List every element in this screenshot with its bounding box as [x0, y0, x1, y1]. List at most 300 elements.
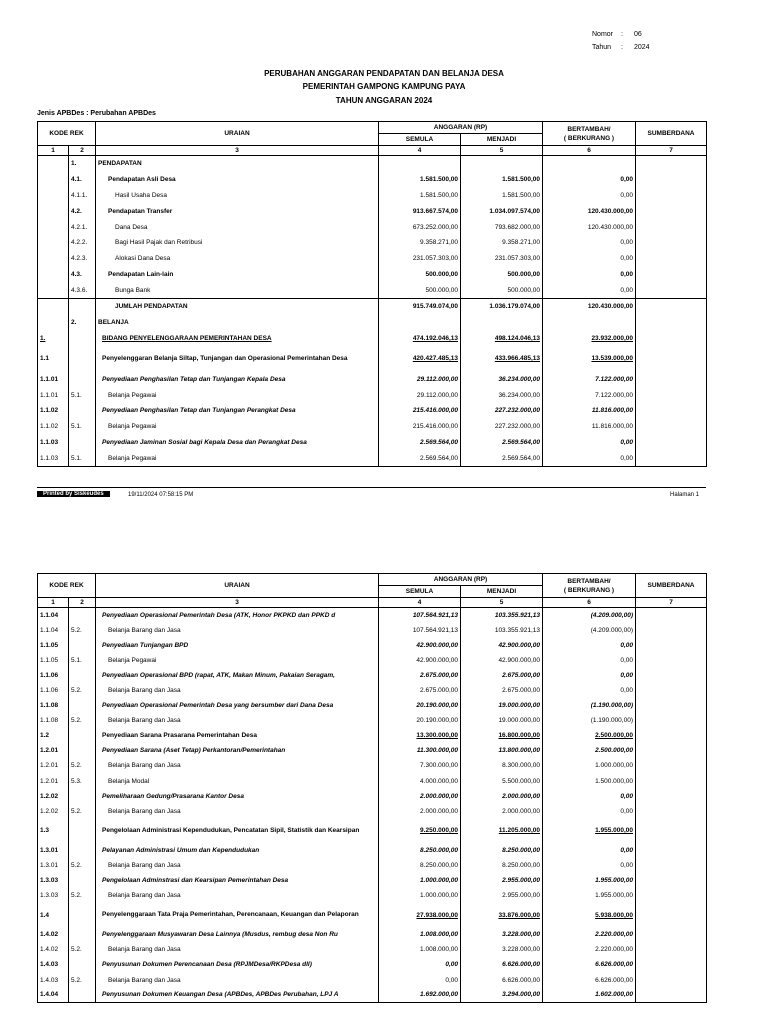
semula-cell: 2.675.000,00	[379, 668, 461, 683]
col-num-5: 5	[461, 146, 543, 156]
kode-rekening-cell: 5.3.	[69, 774, 96, 789]
semula-cell: 215.416.000,00	[379, 403, 461, 419]
kode-rekening-cell: 5.2.	[69, 858, 96, 873]
kode-rekening-cell: 4.2.2.	[69, 235, 96, 251]
menjadi-cell: 19.000.000,00	[461, 698, 543, 713]
table-row	[38, 988, 707, 1003]
table-row	[38, 804, 707, 819]
uraian-cell: Penyediaan Penghasilan Tetap dan Tunjangan Kepala Desa	[96, 371, 379, 387]
kode-bidang-cell: 1.1.04	[38, 623, 69, 638]
sumberdana-cell	[636, 728, 707, 743]
col-num-3: 3	[96, 146, 379, 156]
semula-cell: 8.250.000,00	[379, 858, 461, 873]
kode-bidang-cell	[38, 203, 69, 219]
sumberdana-cell	[636, 819, 707, 843]
uraian-cell: Belanja Pegawai	[96, 419, 379, 435]
kode-rekening-cell: 5.1.	[69, 451, 96, 467]
kode-bidang-cell: 1.3.01	[38, 843, 69, 858]
kode-rekening-cell	[69, 957, 96, 972]
selisih-cell: 1.955.000,00	[543, 888, 636, 903]
kode-bidang-cell: 1.1.06	[38, 683, 69, 698]
kode-bidang-cell	[38, 299, 69, 315]
uraian-cell: Penyediaan Operasional BPD (rapat, ATK, Makan Minum, Pakaian Seragam,	[96, 668, 379, 683]
semula-cell: 673.252.000,00	[379, 219, 461, 235]
uraian-cell: Penyelenggaraan Tata Praja Pemerintahan, Perencanaan, Keuangan dan Pelaporan	[96, 903, 379, 927]
table-row	[38, 758, 707, 773]
selisih-cell: 0,00	[543, 789, 636, 804]
sumberdana-cell	[636, 235, 707, 251]
uraian-cell: Penyelenggaran Belanja Siltap, Tunjangan dan Operasional Pemerintahan Desa	[96, 346, 379, 371]
kode-rekening-cell	[69, 903, 96, 927]
kode-bidang-cell: 1.1.02	[38, 419, 69, 435]
col-num-7: 7	[636, 598, 707, 608]
uraian-cell: Belanja Barang dan Jasa	[96, 713, 379, 728]
selisih-cell: 0,00	[543, 283, 636, 299]
uraian-cell: BELANJA	[96, 314, 379, 330]
selisih-cell: 5.938.000,00	[543, 903, 636, 927]
semula-cell: 500.000,00	[379, 283, 461, 299]
selisih-cell: 0,00	[543, 668, 636, 683]
sumberdana-cell	[636, 698, 707, 713]
table-row	[38, 608, 707, 623]
selisih-cell: 1.500.000,00	[543, 774, 636, 789]
menjadi-cell: 227.232.000,00	[461, 419, 543, 435]
col-semula: SEMULA	[379, 586, 461, 598]
table-row	[38, 251, 707, 267]
selisih-cell: 0,00	[543, 251, 636, 267]
table-row	[38, 972, 707, 987]
tahun-value: 2024	[634, 44, 650, 51]
kode-rekening-cell	[69, 403, 96, 419]
kode-bidang-cell: 1.3	[38, 819, 69, 843]
nomor-label: Nomor	[592, 31, 614, 38]
semula-cell: 913.667.574,00	[379, 203, 461, 219]
table-row	[38, 743, 707, 758]
selisih-cell: 120.430.000,00	[543, 219, 636, 235]
kode-bidang-cell: 1.1.05	[38, 638, 69, 653]
table-row	[38, 653, 707, 668]
menjadi-cell: 103.355.921,13	[461, 608, 543, 623]
menjadi-cell: 433.966.485,13	[461, 346, 543, 371]
selisih-cell: 120.430.000,00	[543, 203, 636, 219]
semula-cell: 20.190.000,00	[379, 698, 461, 713]
kode-rekening-cell: 4.2.	[69, 203, 96, 219]
menjadi-cell: 6.626.000,00	[461, 957, 543, 972]
uraian-cell: JUMLAH PENDAPATAN	[96, 299, 379, 315]
sumberdana-cell	[636, 873, 707, 888]
table-row	[38, 774, 707, 789]
kode-bidang-cell	[38, 171, 69, 187]
table-row	[38, 789, 707, 804]
kode-bidang-cell	[38, 314, 69, 330]
sumberdana-cell	[636, 858, 707, 873]
menjadi-cell: 103.355.921,13	[461, 623, 543, 638]
semula-cell: 215.416.000,00	[379, 419, 461, 435]
col-bertambah: BERTAMBAH/ ( BERKURANG )	[543, 574, 636, 598]
kode-rekening-cell: 4.3.	[69, 267, 96, 283]
sumberdana-cell	[636, 623, 707, 638]
kode-bidang-cell: 1.2.01	[38, 758, 69, 773]
sumberdana-cell	[636, 957, 707, 972]
table-row	[38, 713, 707, 728]
sumberdana-cell	[636, 888, 707, 903]
selisih-cell: 23.932.000,00	[543, 330, 636, 346]
kode-rekening-cell: 4.2.1.	[69, 219, 96, 235]
kode-bidang-cell	[38, 267, 69, 283]
kode-rekening-cell: 5.2.	[69, 942, 96, 957]
kode-bidang-cell	[38, 219, 69, 235]
sumberdana-cell	[636, 403, 707, 419]
sumberdana-cell	[636, 638, 707, 653]
uraian-cell: Belanja Barang dan Jasa	[96, 623, 379, 638]
semula-cell: 7.300.000,00	[379, 758, 461, 773]
kode-bidang-cell: 1.2.02	[38, 804, 69, 819]
kode-bidang-cell: 1.4.04	[38, 988, 69, 1003]
table-row	[38, 888, 707, 903]
menjadi-cell: 6.626.000,00	[461, 972, 543, 987]
kode-rekening-cell: 4.3.6.	[69, 283, 96, 299]
kode-bidang-cell: 1.1.06	[38, 668, 69, 683]
kode-rekening-cell	[69, 668, 96, 683]
semula-cell: 0,00	[379, 972, 461, 987]
selisih-cell: 2.220.000,00	[543, 942, 636, 957]
tahun-label: Tahun	[592, 44, 612, 51]
kode-bidang-cell: 1.1	[38, 346, 69, 371]
kode-rekening-cell: 5.2.	[69, 804, 96, 819]
semula-cell: 8.250.000,00	[379, 843, 461, 858]
uraian-cell: Penyediaan Sarana Prasarana Pemerintahan Desa	[96, 728, 379, 743]
selisih-cell: 0,00	[543, 638, 636, 653]
selisih-cell: 6.626.000,00	[543, 972, 636, 987]
col-menjadi: MENJADI	[461, 586, 543, 598]
sumberdana-cell	[636, 668, 707, 683]
kode-bidang-cell: 1.1.03	[38, 435, 69, 451]
kode-rekening-cell: 5.1.	[69, 653, 96, 668]
table-row	[38, 623, 707, 638]
kode-bidang-cell: 1.1.08	[38, 713, 69, 728]
table-row	[38, 283, 707, 299]
uraian-cell: Bunga Bank	[96, 283, 379, 299]
semula-cell: 2.000.000,00	[379, 789, 461, 804]
menjadi-cell: 1.034.097.574,00	[461, 203, 543, 219]
menjadi-cell	[461, 156, 543, 172]
semula-cell: 2.675.000,00	[379, 683, 461, 698]
kode-rekening-cell: 5.2.	[69, 758, 96, 773]
uraian-cell: Belanja Pegawai	[96, 653, 379, 668]
semula-cell: 107.564.921,13	[379, 623, 461, 638]
selisih-cell: 7.122.000,00	[543, 387, 636, 403]
selisih-cell: 0,00	[543, 451, 636, 467]
menjadi-cell: 793.682.000,00	[461, 219, 543, 235]
menjadi-cell: 42.900.000,00	[461, 653, 543, 668]
uraian-cell: Pendapatan Asli Desa	[96, 171, 379, 187]
uraian-cell: Penyediaan Penghasilan Tetap dan Tunjangan Perangkat Desa	[96, 403, 379, 419]
col-sumberdana: SUMBERDANA	[636, 574, 707, 598]
kode-rekening-cell	[69, 988, 96, 1003]
uraian-cell: Belanja Barang dan Jasa	[96, 683, 379, 698]
table-row	[38, 435, 707, 451]
kode-rekening-cell: 5.2.	[69, 972, 96, 987]
col-anggaran: ANGGARAN (RP)	[379, 122, 543, 134]
sumberdana-cell	[636, 187, 707, 203]
uraian-cell: PENDAPATAN	[96, 156, 379, 172]
nomor-separator: :	[621, 31, 623, 38]
kode-rekening-cell: 5.2.	[69, 713, 96, 728]
semula-cell: 420.427.485,13	[379, 346, 461, 371]
semula-cell: 107.564.921,13	[379, 608, 461, 623]
semula-cell: 2.569.564,00	[379, 435, 461, 451]
semula-cell	[379, 314, 461, 330]
uraian-cell: Pelayanan Administrasi Umum dan Kependudukan	[96, 843, 379, 858]
menjadi-cell: 2.000.000,00	[461, 804, 543, 819]
semula-cell: 1.000.000,00	[379, 888, 461, 903]
col-num-4: 4	[379, 598, 461, 608]
table-row	[38, 873, 707, 888]
uraian-cell: Penyediaan Jaminan Sosial bagi Kepala Desa dan Perangkat Desa	[96, 435, 379, 451]
semula-cell: 29.112.000,00	[379, 387, 461, 403]
sumberdana-cell	[636, 219, 707, 235]
selisih-cell	[543, 314, 636, 330]
menjadi-cell: 19.000.000,00	[461, 713, 543, 728]
selisih-cell: 0,00	[543, 804, 636, 819]
selisih-cell: 0,00	[543, 858, 636, 873]
kode-rekening-cell	[69, 927, 96, 942]
semula-cell: 231.057.303,00	[379, 251, 461, 267]
col-uraian: URAIAN	[96, 574, 379, 598]
kode-bidang-cell: 1.3.01	[38, 858, 69, 873]
kode-rekening-cell	[69, 299, 96, 315]
kode-rekening-cell	[69, 728, 96, 743]
sumberdana-cell	[636, 387, 707, 403]
government-name: PEMERINTAH GAMPONG KAMPUNG PAYA	[302, 82, 466, 91]
sumberdana-cell	[636, 171, 707, 187]
menjadi-cell: 8.250.000,00	[461, 858, 543, 873]
sumberdana-cell	[636, 843, 707, 858]
uraian-cell: Belanja Barang dan Jasa	[96, 972, 379, 987]
kode-rekening-cell	[69, 819, 96, 843]
table-row	[38, 387, 707, 403]
table-row	[38, 299, 707, 315]
kode-bidang-cell	[38, 235, 69, 251]
menjadi-cell: 5.500.000,00	[461, 774, 543, 789]
sumberdana-cell	[636, 988, 707, 1003]
menjadi-cell: 500.000,00	[461, 283, 543, 299]
sumberdana-cell	[636, 203, 707, 219]
uraian-cell: Belanja Barang dan Jasa	[96, 888, 379, 903]
semula-cell: 474.192.046,13	[379, 330, 461, 346]
col-bertambah: BERTAMBAH/ ( BERKURANG )	[543, 122, 636, 146]
menjadi-cell: 1.581.500,00	[461, 171, 543, 187]
selisih-cell: 11.816.000,00	[543, 403, 636, 419]
selisih-cell: 0,00	[543, 683, 636, 698]
uraian-cell: Penyediaan Operasional Pemerintah Desa yang bersumber dari Dana Desa	[96, 698, 379, 713]
semula-cell: 4.000.000,00	[379, 774, 461, 789]
selisih-cell: 0,00	[543, 171, 636, 187]
jenis-apbdes: Jenis APBDes : Perubahan APBDes	[37, 110, 156, 117]
semula-cell: 1.581.500,00	[379, 171, 461, 187]
table-row	[38, 171, 707, 187]
sumberdana-cell	[636, 774, 707, 789]
menjadi-cell: 36.234.000,00	[461, 371, 543, 387]
uraian-cell: Belanja Barang dan Jasa	[96, 758, 379, 773]
table-row	[38, 235, 707, 251]
col-anggaran: ANGGARAN (RP)	[379, 574, 543, 586]
selisih-cell: 0,00	[543, 653, 636, 668]
semula-cell: 1.000.000,00	[379, 873, 461, 888]
menjadi-cell: 16.800.000,00	[461, 728, 543, 743]
semula-cell: 0,00	[379, 957, 461, 972]
kode-rekening-cell: 5.2.	[69, 888, 96, 903]
menjadi-cell: 3.294.000,00	[461, 988, 543, 1003]
selisih-cell: 13.539.000,00	[543, 346, 636, 371]
semula-cell: 9.358.271,00	[379, 235, 461, 251]
table-row	[38, 403, 707, 419]
selisih-cell: 6.626.000,00	[543, 957, 636, 972]
uraian-cell: Dana Desa	[96, 219, 379, 235]
uraian-cell: Hasil Usaha Desa	[96, 187, 379, 203]
table-row	[38, 927, 707, 942]
menjadi-cell: 2.569.564,00	[461, 435, 543, 451]
uraian-cell: Pengelolaan Adminstrasi dan Kearsipan Pemerintahan Desa	[96, 873, 379, 888]
kode-rekening-cell: 4.1.1.	[69, 187, 96, 203]
uraian-cell: Penyediaan Sarana (Aset Tetap) Perkantoran/Pemerintahan	[96, 743, 379, 758]
semula-cell: 42.900.000,00	[379, 638, 461, 653]
uraian-cell: Pengelolaan Administrasi Kependudukan, Pencatatan Sipil, Statistik dan Kearsipan	[96, 819, 379, 843]
kode-bidang-cell: 1.4	[38, 903, 69, 927]
col-uraian: URAIAN	[96, 122, 379, 146]
selisih-cell: 1.000.000,00	[543, 758, 636, 773]
table-row	[38, 638, 707, 653]
kode-rekening-cell: 1.	[69, 156, 96, 172]
budget-table-page-1	[37, 121, 707, 467]
selisih-cell: 0,00	[543, 435, 636, 451]
selisih-cell: 0,00	[543, 235, 636, 251]
printed-by: Printed by Siskeudes	[37, 491, 110, 497]
selisih-cell: 0,00	[543, 187, 636, 203]
sumberdana-cell	[636, 683, 707, 698]
uraian-cell: Alokasi Dana Desa	[96, 251, 379, 267]
selisih-cell: 0,00	[543, 843, 636, 858]
budget-rows-page-1	[38, 156, 707, 467]
selisih-cell: 1.602.000,00	[543, 988, 636, 1003]
uraian-cell: Belanja Barang dan Jasa	[96, 858, 379, 873]
semula-cell: 27.938.000,00	[379, 903, 461, 927]
table-row	[38, 942, 707, 957]
kode-bidang-cell: 1.2.01	[38, 743, 69, 758]
selisih-cell: 2.500.000,00	[543, 728, 636, 743]
kode-bidang-cell: 1.4.03	[38, 972, 69, 987]
semula-cell: 2.000.000,00	[379, 804, 461, 819]
kode-bidang-cell: 1.4.03	[38, 957, 69, 972]
table-row	[38, 843, 707, 858]
menjadi-cell: 2.675.000,00	[461, 683, 543, 698]
sumberdana-cell	[636, 972, 707, 987]
menjadi-cell: 500.000,00	[461, 267, 543, 283]
sumberdana-cell	[636, 789, 707, 804]
table-row	[38, 451, 707, 467]
kode-rekening-cell: 5.2.	[69, 623, 96, 638]
col-menjadi: MENJADI	[461, 134, 543, 146]
uraian-cell: Penyediaan Operasional Pemerintah Desa (ATK, Honor PKPKD dan PPKD d	[96, 608, 379, 623]
footer-rule	[37, 487, 706, 488]
kode-bidang-cell: 1.	[38, 330, 69, 346]
selisih-cell: 1.955.000,00	[543, 819, 636, 843]
table-row	[38, 728, 707, 743]
menjadi-cell: 1.036.179.074,00	[461, 299, 543, 315]
menjadi-cell: 42.900.000,00	[461, 638, 543, 653]
budget-table-page-2	[37, 573, 707, 1003]
kode-bidang-cell: 1.4.02	[38, 927, 69, 942]
kode-rekening-cell	[69, 638, 96, 653]
kode-bidang-cell: 1.2.01	[38, 774, 69, 789]
menjadi-cell: 13.800.000,00	[461, 743, 543, 758]
col-num-1: 1	[38, 598, 69, 608]
uraian-cell: BIDANG PENYELENGGARAAN PEMERINTAHAN DESA	[96, 330, 379, 346]
selisih-cell: (4.209.000,00)	[543, 623, 636, 638]
uraian-cell: Penyusunan Dokumen Keuangan Desa (APBDes, APBDes Perubahan, LPJ A	[96, 988, 379, 1003]
semula-cell: 42.900.000,00	[379, 653, 461, 668]
kode-rekening-cell	[69, 873, 96, 888]
selisih-cell: (4.209.000,00)	[543, 608, 636, 623]
semula-cell: 29.112.000,00	[379, 371, 461, 387]
menjadi-cell: 1.581.500,00	[461, 187, 543, 203]
kode-rekening-cell: 5.1.	[69, 387, 96, 403]
sumberdana-cell	[636, 435, 707, 451]
menjadi-cell: 36.234.000,00	[461, 387, 543, 403]
kode-rekening-cell: 4.1.	[69, 171, 96, 187]
sumberdana-cell	[636, 346, 707, 371]
kode-rekening-cell	[69, 330, 96, 346]
table-row	[38, 371, 707, 387]
table-row	[38, 957, 707, 972]
table-row	[38, 858, 707, 873]
semula-cell: 1.581.500,00	[379, 187, 461, 203]
kode-rekening-cell	[69, 346, 96, 371]
fiscal-year: TAHUN ANGGARAN 2024	[335, 96, 433, 105]
semula-cell: 1.008.000,00	[379, 927, 461, 942]
table-row	[38, 683, 707, 698]
sumberdana-cell	[636, 804, 707, 819]
budget-rows-page-2	[38, 608, 707, 1003]
table-row	[38, 698, 707, 713]
sumberdana-cell	[636, 451, 707, 467]
col-num-6: 6	[543, 146, 636, 156]
sumberdana-cell	[636, 299, 707, 315]
uraian-cell: Penyelenggaraan Musyawaran Desa Lainnya (Musdus, rembug desa Non Ru	[96, 927, 379, 942]
print-datetime: 19/11/2024 07:58:15 PM	[128, 492, 194, 498]
kode-rekening-cell	[69, 743, 96, 758]
table-row	[38, 346, 707, 371]
table-row	[38, 187, 707, 203]
table-row	[38, 219, 707, 235]
kode-bidang-cell	[38, 251, 69, 267]
menjadi-cell: 2.675.000,00	[461, 668, 543, 683]
col-num-2: 2	[69, 146, 96, 156]
semula-cell: 2.569.564,00	[379, 451, 461, 467]
sumberdana-cell	[636, 608, 707, 623]
menjadi-cell: 8.250.000,00	[461, 843, 543, 858]
kode-rekening-cell	[69, 608, 96, 623]
table-row	[38, 668, 707, 683]
sumberdana-cell	[636, 251, 707, 267]
col-num-2: 2	[69, 598, 96, 608]
col-num-1: 1	[38, 146, 69, 156]
kode-bidang-cell: 1.1.03	[38, 451, 69, 467]
col-kode-rek: KODE REK	[38, 122, 96, 146]
kode-rekening-cell: 5.1.	[69, 419, 96, 435]
kode-bidang-cell	[38, 283, 69, 299]
col-semula: SEMULA	[379, 134, 461, 146]
